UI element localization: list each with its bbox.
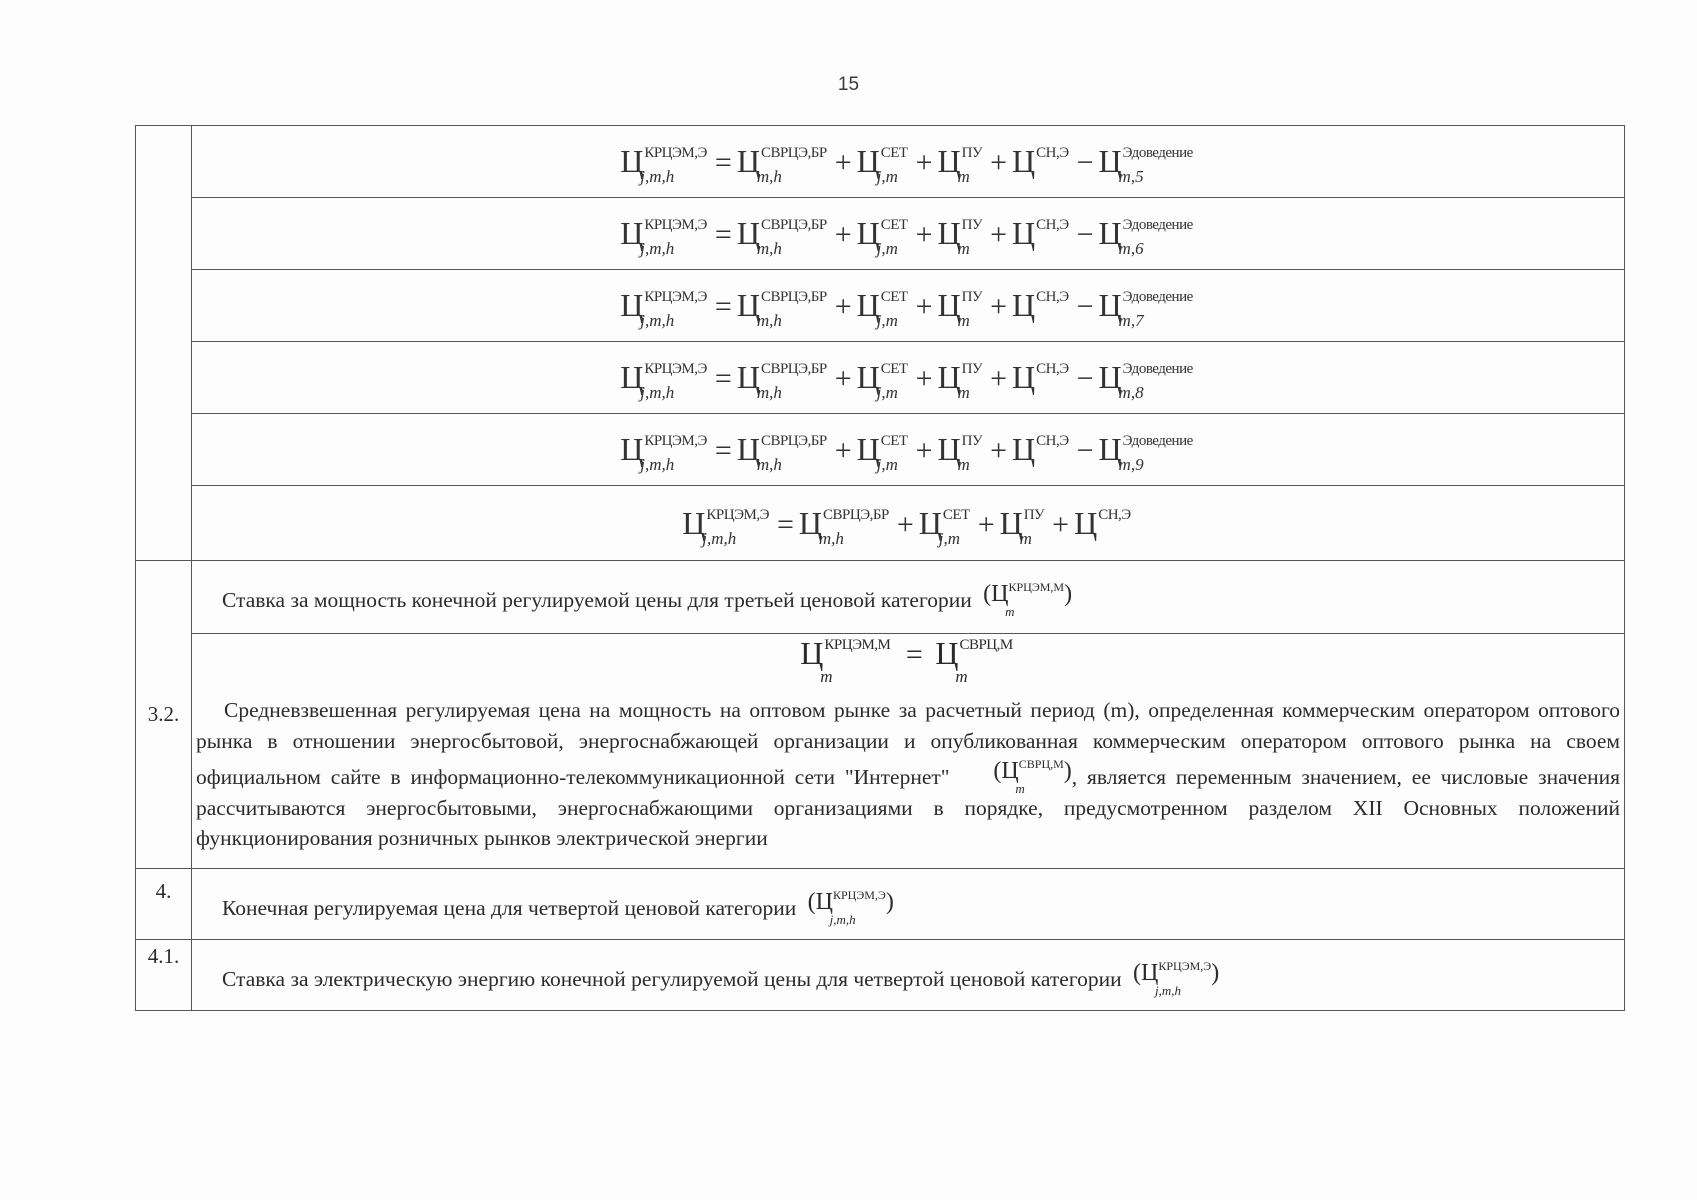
- formula-row: [136, 270, 1625, 342]
- formula-cell: [192, 414, 1625, 486]
- formula-operator: +: [990, 146, 1008, 179]
- formula-operator: −: [1076, 362, 1094, 395]
- section-4-1-title-symbol: ($Ц^{КРЦЭМ,Э}$ j,m,h ): [1133, 958, 1220, 998]
- formula-operator: −: [1076, 218, 1094, 251]
- formula-symbol: ЦКРЦЭМ,Э j,m,h: [620, 215, 707, 258]
- formula-operator: =: [714, 218, 732, 251]
- section-4-1-row: [136, 939, 1625, 1010]
- formula-operator: +: [896, 507, 914, 541]
- formula-symbol: ЦСН,Э: [1012, 359, 1069, 395]
- formula-symbol: ЦСВРЦЭ,БР m,h: [736, 287, 827, 330]
- section-4-title: Конечная регулируемая цена для четвертой ценовой категории ($Ц^{КРЦЭМ,Э}$ j,m,h ): [222, 887, 894, 927]
- formula-operator: +: [915, 434, 933, 467]
- formula-operator: +: [915, 362, 933, 395]
- formula-operator: +: [834, 218, 852, 251]
- formula-operator: +: [834, 362, 852, 395]
- formula-symbol: ЦСЕТ j,m: [856, 431, 908, 474]
- formula-operator: −: [1076, 290, 1094, 323]
- formula-cell: [192, 270, 1625, 342]
- page-number: 15: [837, 74, 860, 95]
- section-3-2-paragraph-symbol: ($Ц^{СВРЦ,М}$ m ): [993, 757, 1072, 796]
- formula-symbol: ЦСН,Э: [1012, 431, 1069, 467]
- formula-operator: +: [834, 146, 852, 179]
- section-3-2-title-row: [136, 561, 1625, 634]
- tariff-table: [135, 125, 1625, 1011]
- formula-row: [136, 342, 1625, 414]
- formula-block-number: [136, 126, 192, 561]
- formula-symbol: ЦПУ m: [937, 143, 983, 186]
- formula-row: [136, 486, 1625, 561]
- formula-operator: =: [714, 146, 732, 179]
- formula-row: [136, 414, 1625, 486]
- section-4-1-number: 4.1.: [136, 939, 192, 1010]
- formula-symbol: ЦПУ m: [937, 215, 983, 258]
- formula-cell: [192, 342, 1625, 414]
- formula-symbol: ЦСВРЦЭ,БР m,h: [736, 359, 827, 402]
- formula-symbol: ЦСН,Э: [1012, 215, 1069, 251]
- formula-operator: +: [1052, 507, 1070, 541]
- section-3-2-title: Ставка за мощность конечной регулируемой цены для третьей ценовой категории ($Ц^{КРЦЭМ,М}$ m ): [222, 580, 1073, 619]
- formula-row: [136, 198, 1625, 270]
- formula-symbol: ЦЭдоведение m,7: [1098, 287, 1193, 330]
- formula-symbol: ЦКРЦЭМ,Э j,m,h: [682, 504, 769, 548]
- formula-cell: [192, 198, 1625, 270]
- section-3-2-body-cell: [192, 634, 1625, 869]
- section-3-2-title-symbol: ($Ц^{КРЦЭМ,М}$ m ): [983, 580, 1073, 619]
- formula-operator: −: [1076, 146, 1094, 179]
- formula-operator: +: [990, 290, 1008, 323]
- section-4-row: [136, 868, 1625, 939]
- section-number: [136, 561, 192, 869]
- formula-symbol: ЦЭдоведение m,6: [1098, 215, 1193, 258]
- formula-symbol: ЦСЕТ j,m: [918, 504, 970, 548]
- section-4-1-title-cell: [192, 939, 1625, 1010]
- formula-symbol: ЦСН,Э: [1074, 504, 1131, 541]
- formula-symbol: ЦПУ m: [937, 287, 983, 330]
- formula-symbol: ЦПУ m: [937, 359, 983, 402]
- formula-operator: −: [1076, 434, 1094, 467]
- section-3-2-body-row: [136, 634, 1625, 869]
- formula-cell: [192, 486, 1625, 561]
- formula-operator: =: [714, 434, 732, 467]
- formula-symbol: ЦЭдоведение m,5: [1098, 143, 1193, 186]
- formula-symbol: ЦСВРЦЭ,БР m,h: [736, 143, 827, 186]
- formula-symbol: ЦКРЦЭМ,Э j,m,h: [620, 431, 707, 474]
- formula-operator: +: [990, 362, 1008, 395]
- formula-symbol: ЦКРЦЭМ,Э j,m,h: [620, 287, 707, 330]
- formula-operator: +: [915, 290, 933, 323]
- formula-symbol: ЦСВРЦЭ,БР m,h: [736, 215, 827, 258]
- formula-symbol: ЦКРЦЭМ,Э j,m,h: [620, 359, 707, 402]
- section-3-2-formula: ЦКРЦЭМ,М m = ЦСВРЦ,М m: [800, 635, 1013, 686]
- section-3-2-title-cell: [192, 561, 1625, 634]
- section-3-2-paragraph: Средневзвешенная регулируемая цена на мощность на оптовом рынке за расчетный период (m), определенная коммерческим оператором оптового рынка в отношении энергосбытовой, энергоснабжающей организации и опубликованная коммерческим оператором оптового рынка на своем официальном сайте в информационно-телекоммуникационной сети "Интернет" ($Ц^{СВРЦ,М}$ m ), является переменным значением, ее числовые значения рассчитываются энергосбытовыми, энергоснабжающими организациями в порядке, предусмотренном разделом XII Основных положений функционирования розничных рынков электрической энергии: [196, 698, 1621, 850]
- formula-symbol: ЦСЕТ j,m: [856, 287, 908, 330]
- section-4-title-cell: [192, 868, 1625, 939]
- formula-operator: =: [714, 362, 732, 395]
- formula-symbol: ЦЭдоведение m,9: [1098, 431, 1193, 474]
- formula-operator: +: [915, 146, 933, 179]
- formula-operator: +: [834, 434, 852, 467]
- formula-operator: +: [977, 507, 995, 541]
- formula-symbol: ЦСВРЦЭ,БР m,h: [736, 431, 827, 474]
- formula-symbol: ЦСЕТ j,m: [856, 359, 908, 402]
- formula-operator: =: [776, 507, 794, 541]
- formula-operator: +: [990, 434, 1008, 467]
- formula-symbol: ЦСН,Э: [1012, 143, 1069, 179]
- formula-symbol: ЦПУ m: [937, 431, 983, 474]
- formula-symbol: ЦПУ m: [999, 504, 1045, 548]
- formula-operator: +: [834, 290, 852, 323]
- formula-cell: [192, 126, 1625, 198]
- formula-operator: +: [990, 218, 1008, 251]
- formula-symbol: ЦСВРЦЭ,БР m,h: [798, 504, 889, 548]
- formula-row: [136, 126, 1625, 198]
- formula-operator: +: [915, 218, 933, 251]
- formula-symbol: ЦЭдоведение m,8: [1098, 359, 1193, 402]
- formula-symbol: ЦСН,Э: [1012, 287, 1069, 323]
- section-3-2-number: 3.2.: [147, 701, 180, 726]
- section-4-title-symbol: ($Ц^{КРЦЭМ,Э}$ j,m,h ): [807, 887, 894, 927]
- formula-symbol: ЦСЕТ j,m: [856, 215, 908, 258]
- section-4-1-title: Ставка за электрическую энергию конечной регулируемой цены для четвертой ценовой категории ($Ц^{КРЦЭМ,Э}$ j,m,h ): [222, 958, 1220, 998]
- section-4-number: 4.: [136, 868, 192, 939]
- formula-symbol: ЦКРЦЭМ,Э j,m,h: [620, 143, 707, 186]
- formula-symbol: ЦСЕТ j,m: [856, 143, 908, 186]
- formula-operator: =: [714, 290, 732, 323]
